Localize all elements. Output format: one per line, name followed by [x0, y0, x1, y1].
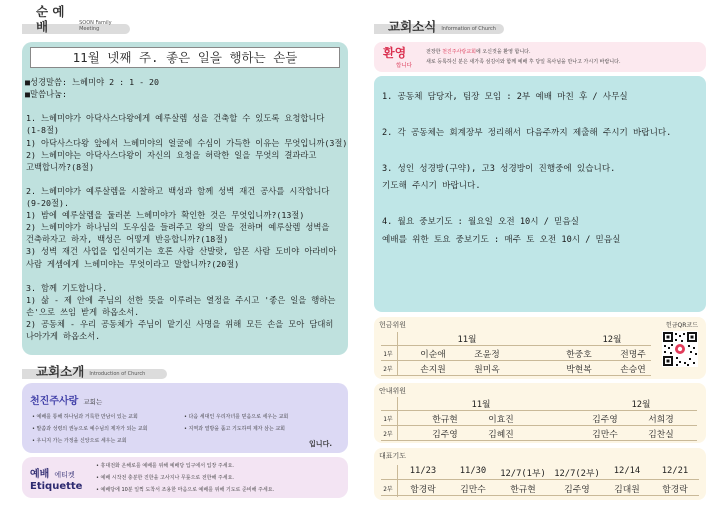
intro-bullet: • 다음 세대인 우리자녀를 믿음으로 세우는 교회	[184, 414, 289, 420]
panel-title: 안내위원	[379, 387, 407, 395]
etiquette-title-en: Etiquette	[30, 481, 83, 492]
table-rule	[381, 495, 699, 496]
name-cell: 서희경	[648, 415, 674, 425]
section-header-church-news	[374, 17, 504, 34]
name-cell: 이순애	[420, 350, 446, 360]
row-label: 1부	[383, 416, 393, 423]
etiquette-bullet: • 예배 시작전 충분한 진한을 고사지나 무릎으로 전한해 주세요.	[96, 475, 235, 481]
row-label: 2부	[383, 431, 393, 438]
welcome-box	[374, 42, 706, 72]
row-label: 2부	[383, 366, 393, 373]
etiquette-title-ko: 예배	[30, 469, 50, 480]
intro-bullet: • 지역과 열방을 품고 기도하며 제자 삼는 교회	[184, 426, 286, 432]
name-cell: 이효진	[488, 415, 514, 425]
name-cell: 한규현	[510, 485, 536, 495]
church-name-suffix: 교회는	[83, 398, 103, 406]
announcement-line: 2. 각 공동체는 회계장부 정리해서 다음주까지 제출해 주시기 바랍니다.	[382, 128, 672, 138]
sermon-line: 3) 성벽 재건 사업을 업신여기는 호론 사람 산발랏, 암몬 사람 도비야 아라비아	[26, 246, 337, 257]
name-cell: 김만수	[460, 485, 486, 495]
sermon-line: 나아가게 하옵소서.	[26, 331, 101, 342]
date-header: 11/23	[409, 466, 437, 476]
sermon-line: 2) 공동체 - 우리 공동체가 주님이 맡기신 사명을 위해 모든 손을 모아 담대히	[26, 319, 334, 329]
sermon-line: 1) 삶 - 제 안에 주님의 선한 뜻을 이루려는 열정을 주시고 '좋은 일을 행하는	[26, 294, 336, 305]
table-rule	[397, 397, 398, 441]
date-header: 12/7(1부)	[500, 469, 546, 479]
date-header: 11/30	[459, 466, 487, 476]
prayer-table	[381, 465, 699, 497]
announcement-line: 1. 공동체 담당자, 팀장 모임 : 2부 예배 마친 후 / 사무실	[382, 92, 628, 102]
intro-bullet: • 우니지 가는 가정을 신앙으로 세우는 교회	[32, 438, 127, 444]
sermon-line: 2) 느헤미야는 아닥사스다왕이 자신의 요청을 허락한 일을 무엇의 결과라고	[26, 149, 317, 160]
church-intro-box	[22, 383, 348, 453]
offering-committee-panel	[374, 317, 706, 379]
sermon-line: 2. 느헤미야가 예루살렘을 시찰하고 백성과 함께 성벽 재건 공사를 시작합니다	[26, 185, 330, 196]
name-cell: 함경락	[662, 485, 688, 495]
intro-bullet: • 말씀과 성령의 권능으로 예수님의 제자가 되는 교회	[32, 426, 148, 432]
name-cell: 김혜진	[488, 430, 514, 440]
sermon-line: ■말씀나눔:	[25, 89, 68, 100]
announcements-box	[374, 76, 706, 312]
name-cell: 김주영	[592, 415, 618, 425]
name-cell: 전명주	[620, 350, 646, 360]
welcome-line1-pre: 전장한	[426, 49, 441, 55]
name-cell: 김주영	[564, 485, 590, 495]
name-cell: 김주영	[432, 430, 458, 440]
table-rule	[381, 410, 697, 411]
sermon-line: 건축하자고 하자, 백성은 어떻게 반응합니까?(18절)	[26, 234, 229, 245]
month-header: 12월	[631, 400, 651, 410]
section-header-soon-worship	[22, 4, 130, 34]
intro-bullet: • 예배를 통해 하나님과 거룩한 만남이 있는 교회	[32, 414, 138, 420]
announcement-line: 4. 월요 중보기도 : 월요일 오전 10시 / 믿음실	[382, 217, 579, 227]
section-title: 교회소식	[388, 19, 437, 34]
sermon-line: 사람 게셈에게 느헤미야는 무엇이라고 말합니까?(20절)	[26, 258, 240, 269]
welcome-line1-post: 에 오신것을 환영 합니다.	[475, 49, 531, 55]
name-cell: 박현복	[566, 365, 592, 375]
qr-code-icon[interactable]	[662, 331, 698, 367]
month-header: 12월	[602, 335, 622, 345]
row-label: 1부	[383, 351, 393, 358]
name-cell: 손승연	[620, 365, 646, 375]
date-header: 12/14	[613, 466, 641, 476]
sermon-line: 2) 느헤미야가 하나님의 도우심을 들려주고 왕의 말을 전하며 예루살렘 성벽을	[26, 222, 330, 233]
table-rule	[381, 425, 697, 426]
sermon-line: 1) 아닥사스다왕 앞에서 느헤미야의 얼굴에 수심이 가득한 이유는 무엇입니까(3절)	[26, 137, 348, 148]
sermon-line: 손'으로 쓰임 받게 하옵소서.	[26, 306, 140, 317]
sermon-line: (9-20절).	[26, 198, 69, 208]
name-cell: 한중호	[566, 350, 592, 360]
sermon-box	[22, 42, 348, 355]
sermon-line: ■성경말씀: 느헤미야 2 : 1 - 20	[25, 77, 160, 87]
section-title: 교회소개	[36, 364, 85, 379]
date-header: 12/21	[661, 466, 689, 476]
section-subtitle: SOON Family Meeting	[79, 20, 112, 32]
table-rule	[397, 465, 398, 497]
section-subtitle: Information of Church	[441, 26, 496, 32]
panel-title: 대표기도	[379, 452, 407, 460]
etiquette-bullet: • 휴대전화 온해로를 예배를 위해 예배당 입구에서 입장 주세요.	[96, 463, 235, 469]
name-cell: 김대원	[614, 485, 640, 495]
table-rule	[381, 375, 651, 376]
etiquette-box	[22, 457, 348, 498]
sermon-line: 1. 느헤미야가 아닥사스다왕에게 예루살렘 성을 건축할 수 있도록 요청합니다	[26, 113, 325, 124]
table-rule	[397, 332, 398, 376]
sermon-title: 11월 넷째 주. 좋은 일을 행하는 손들	[30, 47, 340, 68]
guide-table	[381, 397, 697, 441]
announcement-line: 3. 성인 성경방(구약), 고3 성경방이 진행중에 있습니다.	[382, 164, 616, 174]
month-header: 11월	[471, 400, 491, 410]
welcome-big: 환영	[383, 46, 407, 60]
etiquette-title-ko-small: 에티켓	[54, 471, 75, 479]
guide-committee-panel	[374, 383, 706, 443]
sermon-line: 3. 함께 기도합니다.	[26, 282, 108, 293]
etiquette-bullet: • 예배당에 10분 일찍 도착서 조용한 마음으로 예배를 위해 기도로 준비해 주세요.	[96, 487, 275, 493]
name-cell: 조윤정	[474, 350, 500, 360]
qr-label: 헌금QR코드	[665, 322, 698, 329]
intro-closing: 입니다.	[309, 440, 332, 448]
welcome-line-1	[426, 48, 531, 55]
table-rule	[381, 479, 699, 480]
section-subtitle: Introduction of Church	[89, 371, 146, 377]
table-rule	[381, 345, 651, 346]
sermon-line: (1-8절)	[26, 125, 59, 136]
section-title: 순 예배	[36, 4, 65, 34]
welcome-church-name: 천진주사랑교회	[442, 49, 476, 55]
table-rule	[381, 440, 697, 441]
prayer-leader-panel	[374, 448, 706, 500]
welcome-small: 합니다	[396, 63, 412, 69]
table-rule	[381, 360, 651, 361]
name-cell: 손지원	[420, 365, 446, 375]
announcement-line: 예배를 위한 토요 중보기도 : 매주 토 오전 10시 / 믿음실	[382, 235, 621, 245]
month-header: 11월	[457, 335, 477, 345]
church-name: 천진주사랑	[30, 396, 79, 407]
date-header: 12/7(2부)	[554, 469, 600, 479]
panel-title: 헌금위원	[379, 321, 407, 329]
welcome-line-2: 새로 등록하신 분은 새가족 섬김이와 함께 예배 후 당일 목사님을 만나고 가시기 바랍니다.	[426, 59, 621, 65]
name-cell: 함경락	[410, 485, 436, 495]
name-cell: 한규현	[432, 415, 458, 425]
name-cell: 김찬실	[648, 430, 674, 440]
section-header-intro	[22, 362, 167, 379]
offering-table	[381, 332, 651, 376]
sermon-line: 1) 밤에 예루살렘을 둘러본 느헤미야가 확인한 것은 무엇입니까?(13절)	[26, 210, 305, 221]
sermon-line: 고백합니까?(8절)	[26, 161, 95, 172]
announcement-line: 기도해 주시기 바랍니다.	[382, 181, 481, 191]
name-cell: 김만수	[592, 430, 618, 440]
name-cell: 원미옥	[474, 365, 500, 375]
row-label: 2부	[383, 486, 393, 493]
